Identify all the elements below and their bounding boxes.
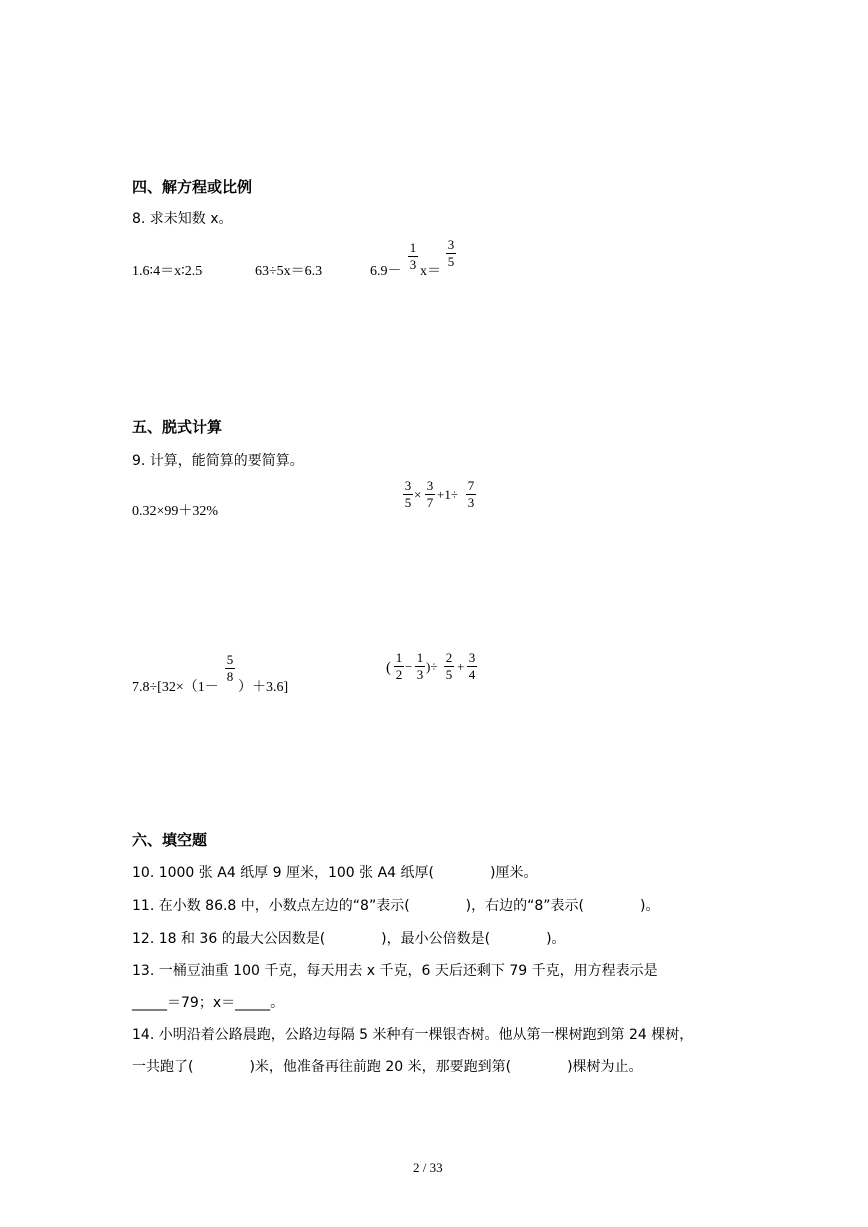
expression-3-prefix: 7.8÷[32×（1－ <box>132 680 219 695</box>
equation-3-mid: x＝ <box>420 264 441 279</box>
fraction-numerator: 1 <box>416 650 424 665</box>
question-9: 9. 计算，能简算的要简算。 <box>132 453 304 469</box>
fraction-numerator: 3 <box>468 650 476 665</box>
fraction-numerator: 2 <box>445 650 453 665</box>
fraction-denominator: 3 <box>467 495 475 510</box>
fraction-one-third <box>408 241 418 272</box>
expression-3-suffix: ）＋3.6] <box>238 680 289 695</box>
page-number: 2 / 33 <box>413 1160 443 1175</box>
equation-3-prefix: 6.9－ <box>370 264 402 279</box>
fraction-numerator: 1 <box>395 650 403 665</box>
question-10: 10. 1000 张 A4 纸厚 9 厘米，100 张 A4 纸厚( )厘米。 <box>132 865 538 881</box>
equation-1: 1.6∶4＝x∶2.5 <box>132 264 203 279</box>
fraction <box>467 651 477 682</box>
operator: − <box>405 659 413 674</box>
fraction-numerator: 5 <box>226 652 234 667</box>
open-paren: ( <box>386 660 391 676</box>
question-14-line-2: 一共跑了( )米，他准备再往前跑 20 米，那要跑到第( )棵树为止。 <box>132 1059 643 1075</box>
fraction-numerator: 7 <box>467 478 475 493</box>
fraction <box>466 479 476 510</box>
fraction-numerator: 3 <box>426 478 434 493</box>
fraction <box>425 479 435 510</box>
fraction-denominator: 4 <box>468 667 476 682</box>
fraction-three-fifths <box>446 238 456 269</box>
section-heading-calculation: 五、脱式计算 <box>132 418 223 436</box>
equation-2: 63÷5x＝6.3 <box>255 264 323 279</box>
fraction-five-eighths <box>225 653 235 684</box>
operator: +1÷ <box>437 487 458 502</box>
fraction-denominator: 2 <box>395 667 403 682</box>
operator: + <box>457 659 465 674</box>
section-heading-fill-blank: 六、填空题 <box>132 831 208 849</box>
fraction-denominator: 8 <box>226 669 234 684</box>
fraction <box>415 651 425 682</box>
fraction-denominator: 3 <box>416 667 424 682</box>
operator: )÷ <box>426 659 438 674</box>
fraction-denominator: 5 <box>445 667 453 682</box>
fraction-numerator: 1 <box>409 240 417 255</box>
fraction-numerator: 3 <box>447 237 455 252</box>
question-11: 11. 在小数 86.8 中，小数点左边的“8”表示( )，右边的“8”表示( )。 <box>132 898 660 914</box>
fraction-numerator: 3 <box>404 478 412 493</box>
fraction-denominator: 5 <box>404 495 412 510</box>
question-14-line-1: 14. 小明沿着公路晨跑，公路边每隔 5 米种有一棵银杏树。他从第一棵树跑到第 24 棵树， <box>132 1027 694 1043</box>
question-8: 8. 求未知数 x。 <box>132 211 233 227</box>
fraction-denominator: 5 <box>447 254 455 269</box>
fraction-denominator: 7 <box>426 495 434 510</box>
fraction-denominator: 3 <box>409 257 417 272</box>
fraction <box>444 651 454 682</box>
fraction <box>394 651 404 682</box>
question-12: 12. 18 和 36 的最大公因数是( )，最小公倍数是( )。 <box>132 931 566 947</box>
question-13-line-1: 13. 一桶豆油重 100 千克，每天用去 x 千克，6 天后还剩下 79 千克，用方程表示是 <box>132 963 658 979</box>
expression-1: 0.32×99＋32% <box>132 504 219 519</box>
operator: × <box>414 487 422 502</box>
fraction <box>403 479 413 510</box>
section-heading-equations: 四、解方程或比例 <box>132 178 253 196</box>
question-13-line-2: _____＝79；x＝_____。 <box>132 995 285 1011</box>
